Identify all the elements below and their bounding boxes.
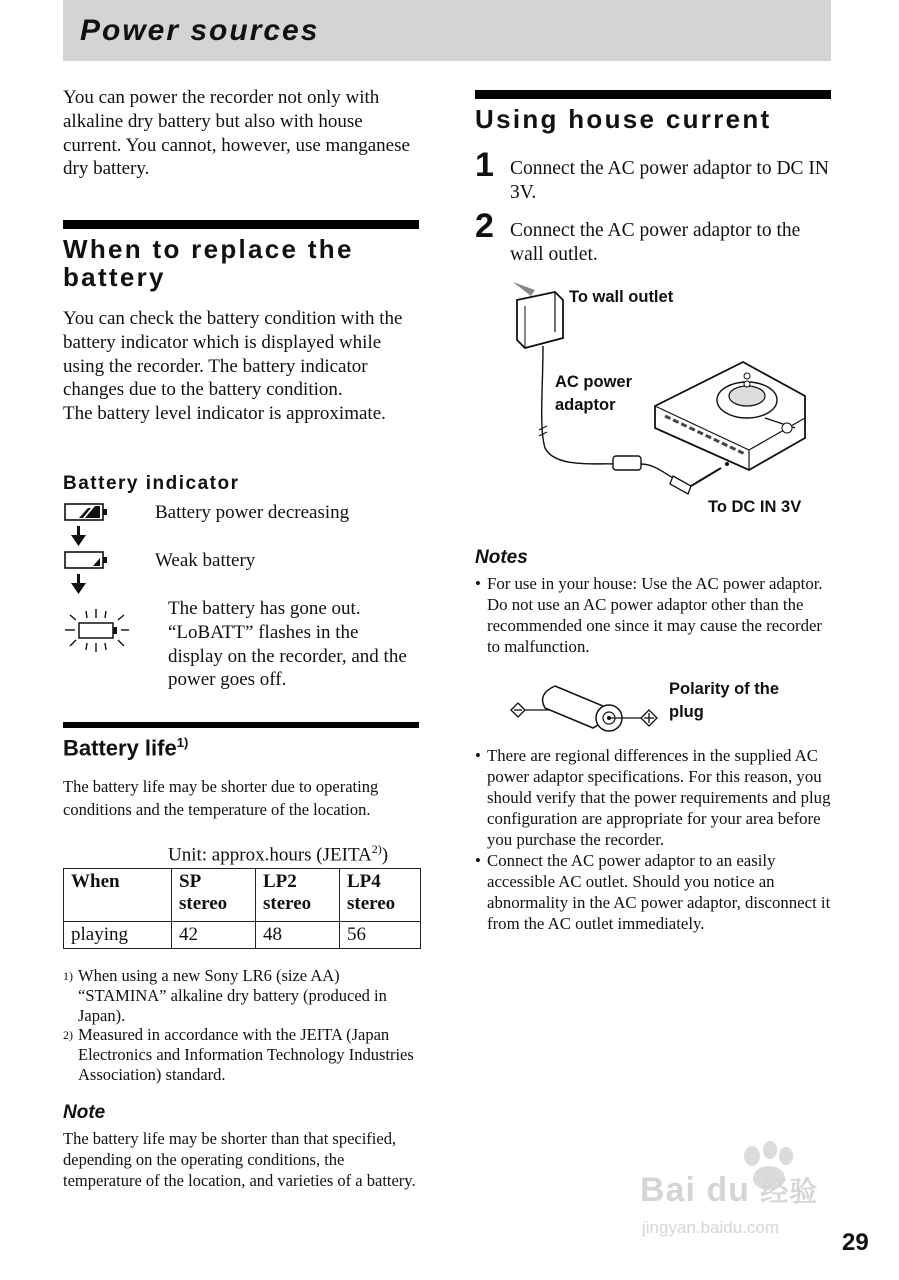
notes-list-2: [475, 745, 831, 934]
note-item: • For use in your house: Use the AC power adaptor. Do not use an AC power adaptor other than the recommended one since it may cause the recorder to malfunction.: [475, 573, 831, 657]
battery-empty-flashing-icon: [63, 606, 129, 656]
connection-illustration: [505, 278, 815, 508]
footnote-text: Measured in accordance with the JEITA (Japan Electronics and Information Technology Industries Association) standard.: [78, 1025, 414, 1084]
life-title-text: Battery life: [63, 735, 177, 761]
step-2-text: Connect the AC power adaptor to the wall outlet.: [510, 220, 801, 265]
plug-polarity-diagram: [505, 668, 665, 738]
notes-list-1: [475, 573, 831, 657]
replace-body: [63, 307, 425, 426]
table-header-cell: SP stereo: [172, 869, 256, 922]
unit-close: ): [381, 844, 389, 866]
battery-indicator-title: Battery indicator: [63, 473, 240, 494]
life-description: The battery life may be shorter due to operating conditions and the temperature of the location.: [63, 777, 379, 819]
section-rule-life: [63, 722, 419, 728]
label-polarity-line1: Polarity of the: [669, 680, 780, 698]
step-1-number: 1: [475, 146, 494, 184]
table-header-row: [64, 869, 421, 922]
battery-state-2: Weak battery: [155, 550, 256, 571]
label-ac-adaptor-line2: adaptor: [555, 396, 616, 414]
label-dc-in: To DC IN 3V: [708, 498, 802, 516]
battery-state-1: Battery power decreasing: [155, 502, 350, 523]
watermark-brand-text: Bai du: [640, 1171, 750, 1209]
notes-title: Notes: [475, 547, 528, 568]
page-title: Power sources: [80, 14, 320, 47]
footnote-2: [63, 1025, 423, 1085]
battery-life-table: [63, 868, 421, 949]
footnote-mark: 2): [63, 1028, 73, 1042]
label-polarity: [669, 678, 779, 724]
unit-footnote-mark: 2): [371, 842, 382, 856]
table-header-cell: LP4 stereo: [340, 869, 421, 922]
footnote-1: [63, 966, 423, 1026]
note-item: • Connect the AC power adaptor to an easily accessible AC outlet. Should you notice an abnormality in the AC power adaptor, disconnect it from the AC outlet immediately.: [475, 850, 831, 934]
baidu-watermark: [640, 1140, 850, 1245]
weak-battery-icon: [63, 550, 113, 598]
replace-approx-text: The battery level indicator is approximate.: [63, 403, 386, 425]
section-rule-replace: [63, 220, 419, 229]
label-wall-outlet: To wall outlet: [569, 288, 674, 306]
table-cell: 56: [340, 922, 421, 949]
table-header-cell: When: [64, 869, 172, 922]
section-title-house: Using house current: [475, 104, 772, 134]
wall-plug-arrow-icon: [513, 282, 535, 296]
battery-state-3: The battery has gone out. “LoBATT” flashes in the display on the recorder, and the power goes off.: [168, 598, 407, 691]
table-cell: 48: [256, 922, 340, 949]
note-title: Note: [63, 1102, 106, 1123]
life-title-footnote-mark: 1): [176, 735, 189, 750]
table-unit-caption: [168, 842, 388, 866]
note-item: • There are regional differences in the supplied AC power adaptor specifications. For this reason, you should verify that the power requirements and plug configuration are appropriate for your area before you purchase the recorder.: [475, 745, 831, 850]
battery-decreasing-icon: [63, 502, 113, 550]
watermark-cn-text: 经验: [760, 1176, 819, 1207]
label-ac-adaptor-line1: AC power: [555, 373, 633, 391]
note-text: The battery life may be shorter than that specified, depending on the operating conditions, the temperature of the location, and varieties of a battery.: [63, 1129, 416, 1190]
ac-adaptor-icon: [517, 292, 563, 348]
table-cell: playing: [64, 922, 172, 949]
unit-text: Unit: approx.hours (JEITA: [168, 844, 372, 866]
section-rule-house: [475, 90, 831, 99]
watermark-url: jingyan.baidu.com: [642, 1218, 780, 1237]
step-1-text: Connect the AC power adaptor to DC IN 3V.: [510, 158, 829, 203]
section-title-life: [63, 735, 188, 761]
page-number: 29: [842, 1229, 869, 1256]
footnote-mark: 1): [63, 969, 73, 983]
step-2-number: 2: [475, 207, 494, 245]
footnote-text: When using a new Sony LR6 (size AA) “STAMINA” alkaline dry battery (produced in Japan).: [78, 966, 387, 1025]
table-cell: 42: [172, 922, 256, 949]
table-row: [64, 922, 421, 949]
label-polarity-line2: plug: [669, 703, 704, 721]
intro-text: You can power the recorder not only with alkaline dry battery but also with house current. You cannot, however, use manganese dry battery.: [63, 87, 410, 180]
watermark-brand: [640, 1170, 818, 1210]
label-ac-adaptor: [555, 371, 632, 417]
section-title-replace: When to replace the battery: [63, 234, 354, 292]
table-header-cell: LP2 stereo: [256, 869, 340, 922]
replace-body-text: You can check the battery condition with the battery indicator which is displayed while using the recorder. The battery indicator changes due to the battery condition.: [63, 308, 403, 401]
